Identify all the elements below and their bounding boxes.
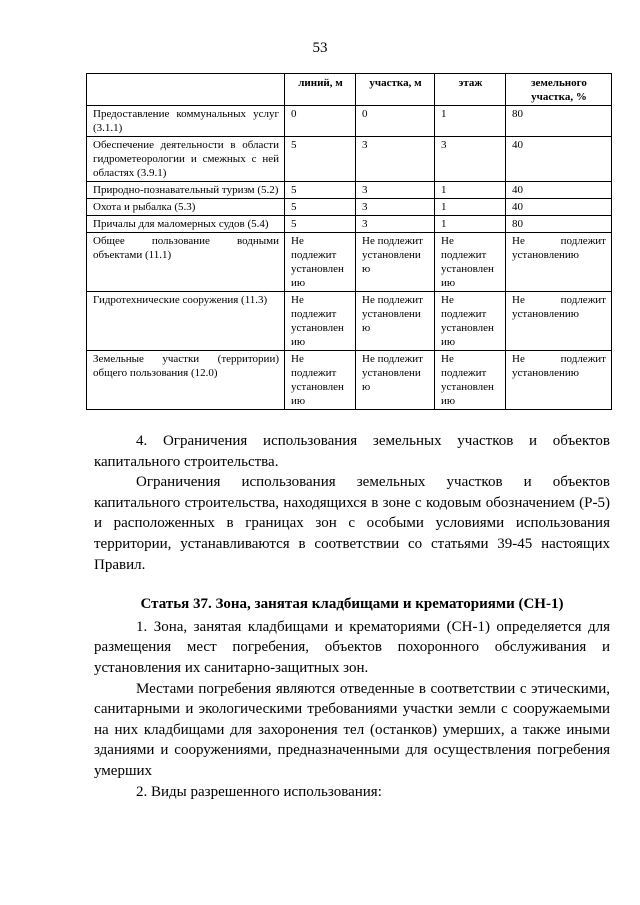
table-cell: Охота и рыбалка (5.3) <box>87 199 285 216</box>
article-37-paragraph-3: 2. Виды разрешенного использования: <box>136 783 382 800</box>
table-cell: 5 <box>285 199 356 216</box>
table-cell: 5 <box>285 182 356 199</box>
table-cell: Не подлежит установлен ию <box>435 351 506 410</box>
table-row <box>87 351 612 410</box>
table-cell: 3 <box>356 137 435 182</box>
column-header: земельного участка, % <box>506 74 612 106</box>
article-37-paragraph-2: Местами погребения являются отведенные в соответствии с этическими, санитарными и экологическими требованиями участки земли с сооружаемыми на них кладбищами для захоронения тел (останков) умерших, а также иными зданиями и сооружениями, предназначенными для осуществления погребения умерших <box>94 680 610 779</box>
article-37-paragraph-1: 1. Зона, занятая кладбищами и крематориями (СН-1) определяется для размещения мест погребения, объектов похоронного обслуживания и установления их санитарно-защитных зон. <box>94 618 610 676</box>
table-cell: Природно-познавательный туризм (5.2) <box>87 182 285 199</box>
regulations-table <box>86 73 612 410</box>
table-cell: 1 <box>435 199 506 216</box>
table-row <box>87 106 612 137</box>
table-cell: Не подлежит установлению <box>506 292 612 351</box>
table-row <box>87 137 612 182</box>
table-cell: 0 <box>356 106 435 137</box>
table-cell: 0 <box>285 106 356 137</box>
section-4-title: 4. Ограничения использования земельных участков и объектов капитального строительства. <box>94 433 610 470</box>
table-cell: 80 <box>506 216 612 233</box>
table-cell: 3 <box>356 216 435 233</box>
table-cell: 3 <box>356 182 435 199</box>
table-cell: 5 <box>285 137 356 182</box>
table-cell: Не подлежит установлен ию <box>285 351 356 410</box>
table-cell: Не подлежит установлению <box>506 351 612 410</box>
column-header: этаж <box>435 74 506 106</box>
table-cell: Не подлежит установлени ю <box>356 233 435 292</box>
table-cell: 5 <box>285 216 356 233</box>
table-cell: Не подлежит установлени ю <box>356 351 435 410</box>
table-cell: 40 <box>506 137 612 182</box>
table-row <box>87 182 612 199</box>
page-number: 53 <box>312 40 328 56</box>
table-cell: 80 <box>506 106 612 137</box>
table-cell: Причалы для маломерных судов (5.4) <box>87 216 285 233</box>
table-cell: Не подлежит установлен ию <box>435 233 506 292</box>
table-cell: Обеспечение деятельности в области гидрометеорологии и смежных с ней областях (3.9.1) <box>87 137 285 182</box>
table-row <box>87 216 612 233</box>
table-cell: 1 <box>435 216 506 233</box>
table-row <box>87 292 612 351</box>
table-cell: Общее пользование водными объектами (11.1) <box>87 233 285 292</box>
article-37-heading: Статья 37. Зона, занятая кладбищами и крематориями (СН-1) <box>140 596 564 613</box>
column-header <box>87 74 285 106</box>
table-cell: Не подлежит установлен ию <box>285 233 356 292</box>
table-cell: 1 <box>435 106 506 137</box>
table-header-row <box>87 74 612 106</box>
table-cell: Земельные участки (территории) общего пользования (12.0) <box>87 351 285 410</box>
table-row <box>87 199 612 216</box>
column-header: линий, м <box>285 74 356 106</box>
table-cell: Предоставление коммунальных услуг (3.1.1) <box>87 106 285 137</box>
column-header: участка, м <box>356 74 435 106</box>
table-cell: Гидротехнические сооружения (11.3) <box>87 292 285 351</box>
table-row <box>87 233 612 292</box>
table-cell: Не подлежит установлению <box>506 233 612 292</box>
table-cell: 1 <box>435 182 506 199</box>
table-cell: 40 <box>506 182 612 199</box>
table-cell: 3 <box>435 137 506 182</box>
table-cell: 3 <box>356 199 435 216</box>
document-body <box>94 431 610 802</box>
table-cell: Не подлежит установлен ию <box>435 292 506 351</box>
table-cell: Не подлежит установлен ию <box>285 292 356 351</box>
table-cell: Не подлежит установлени ю <box>356 292 435 351</box>
section-4-body: Ограничения использования земельных участков и объектов капитального строительства, находящихся в зоне с кодовым обозначением (Р-5) и расположенных в границах зон с особыми условиями использования территории, устанавливаются в соответствии со статьями 39-45 настоящих Правил. <box>94 474 610 573</box>
table-cell: 40 <box>506 199 612 216</box>
